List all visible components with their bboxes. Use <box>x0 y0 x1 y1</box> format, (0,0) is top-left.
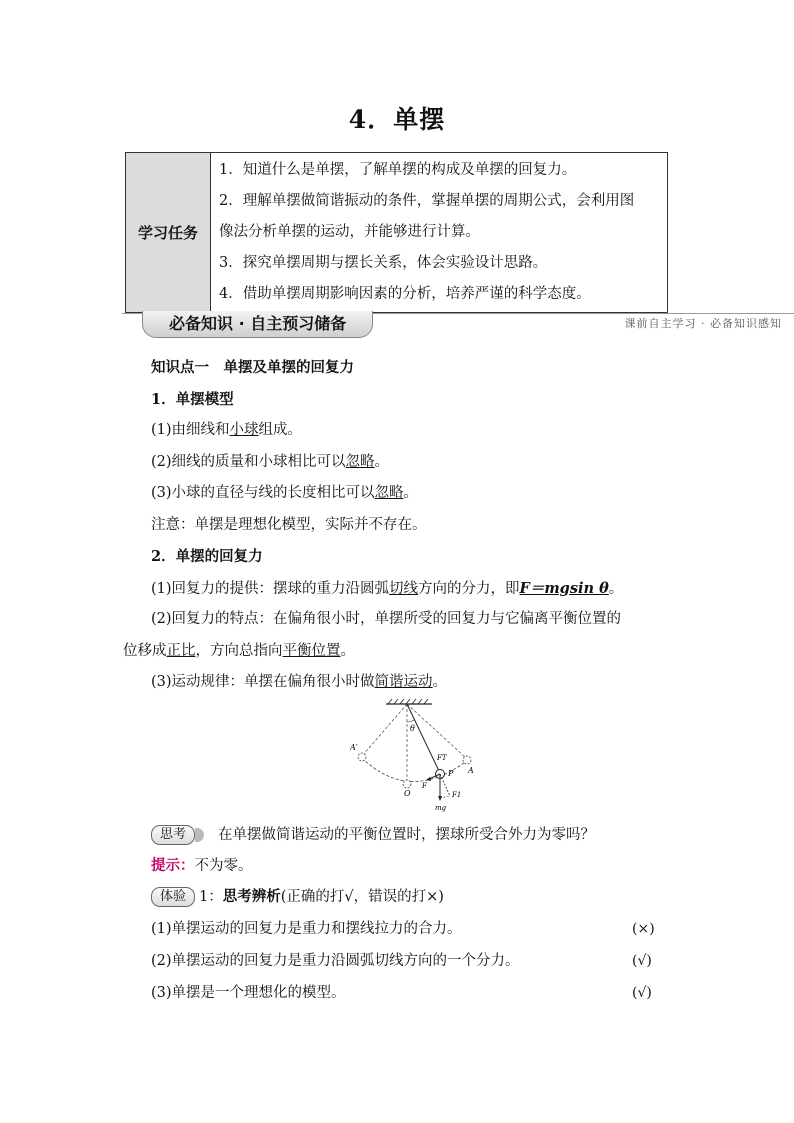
model-item-1: (1)由细线和小球组成。 <box>151 422 303 438</box>
force-item-3: (3)运动规律：单摆在偏角很小时做简谐运动。 <box>151 674 448 690</box>
experience-tag: 体验 <box>151 887 195 907</box>
force-item-2b: 位移成正比，方向总指向平衡位置。 <box>123 642 355 659</box>
task-item: 2．理解单摆做简谐振动的条件，掌握单摆的周期公式，会利用图 <box>219 193 635 209</box>
answer-blank: 忽略 <box>345 453 375 470</box>
experience-heading: 体验 1：思考辨析(正确的打√，错误的打×) <box>151 882 711 912</box>
note-text: 注意：单摆是理想化模型，实际并不存在。 <box>151 516 427 533</box>
label-theta: θ <box>410 724 415 733</box>
label-p: P <box>448 769 454 778</box>
label-mg: mg <box>435 804 447 812</box>
answer-blank: 忽略 <box>374 485 404 501</box>
section-title: 必备知识 · 自主预习储备 <box>142 311 373 338</box>
model-item-2: (2)细线的质量和小球相比可以忽略。 <box>151 453 390 470</box>
judgment-item: (2)单摆运动的回复力是重力沿圆弧切线方向的一个分力。 (√) <box>151 946 711 976</box>
answer-blank: 切线 <box>389 580 419 597</box>
answer-blank: 小球 <box>229 422 259 438</box>
learning-task-table <box>125 152 668 313</box>
label-a-prime: A′ <box>350 743 358 752</box>
judgment-item: (1)单摆运动的回复力是重力和摆线拉力的合力。 (×) <box>151 914 711 944</box>
subheading-restoring-force: 2．单摆的回复力 <box>151 548 263 565</box>
knowledge-point-heading: 知识点一 单摆及单摆的回复力 <box>151 359 354 376</box>
section-header <box>122 311 794 339</box>
page-title: 4．单摆 <box>348 105 446 134</box>
think-hint: 提示：不为零。 <box>151 857 253 874</box>
label-a: A <box>468 766 474 775</box>
subheading-model: 1．单摆模型 <box>151 390 234 408</box>
hint-label: 提示： <box>151 857 195 874</box>
formula-blank: F＝mgsin θ <box>519 579 609 597</box>
force-item-1: (1)回复力的提供：摆球的重力沿圆弧切线方向的分力，即F＝mgsin θ。 <box>151 579 624 597</box>
judgment-mark: (√) <box>632 953 652 969</box>
label-o: O <box>404 789 411 798</box>
task-item: 4．借助单摆周期影响因素的分析，培养严谨的科学态度。 <box>219 286 591 302</box>
task-item: 像法分析单摆的运动，并能够进行计算。 <box>219 224 480 240</box>
task-item: 3．探究单摆周期与摆长关系，体会实验设计思路。 <box>219 255 548 271</box>
section-subtitle: 课前自主学习 · 必备知识感知 <box>624 317 782 330</box>
tag-cap <box>195 828 204 842</box>
force-item-2a: (2)回复力的特点：在偏角很小时，单摆所受的回复力与它偏离平衡位置的 <box>151 611 622 627</box>
label-f1: F1 <box>452 791 462 799</box>
model-item-3: (3)小球的直径与线的长度相比可以忽略。 <box>151 485 419 501</box>
label-ft: FT <box>437 754 447 762</box>
task-item: 1．知道什么是单摆，了解单摆的构成及单摆的回复力。 <box>219 162 577 178</box>
main-content <box>123 352 671 699</box>
task-label: 学习任务 <box>126 153 211 313</box>
judgment-item: (3)单摆是一个理想化的模型。 (√) <box>151 978 711 1008</box>
label-f: F <box>422 782 427 790</box>
think-tag: 思考 <box>151 825 195 845</box>
answer-blank: 简谐运动 <box>374 674 433 690</box>
judgment-mark: (×) <box>632 921 655 937</box>
answer-blank: 平衡位置 <box>282 642 341 659</box>
judgment-mark: (√) <box>632 985 652 1001</box>
answer-blank: 正比 <box>166 642 196 659</box>
task-body <box>211 153 668 313</box>
think-question: 思考 在单摆做简谐运动的平衡位置时，摆球所受合外力为零吗？ <box>151 820 711 850</box>
pendulum-diagram <box>350 698 490 813</box>
